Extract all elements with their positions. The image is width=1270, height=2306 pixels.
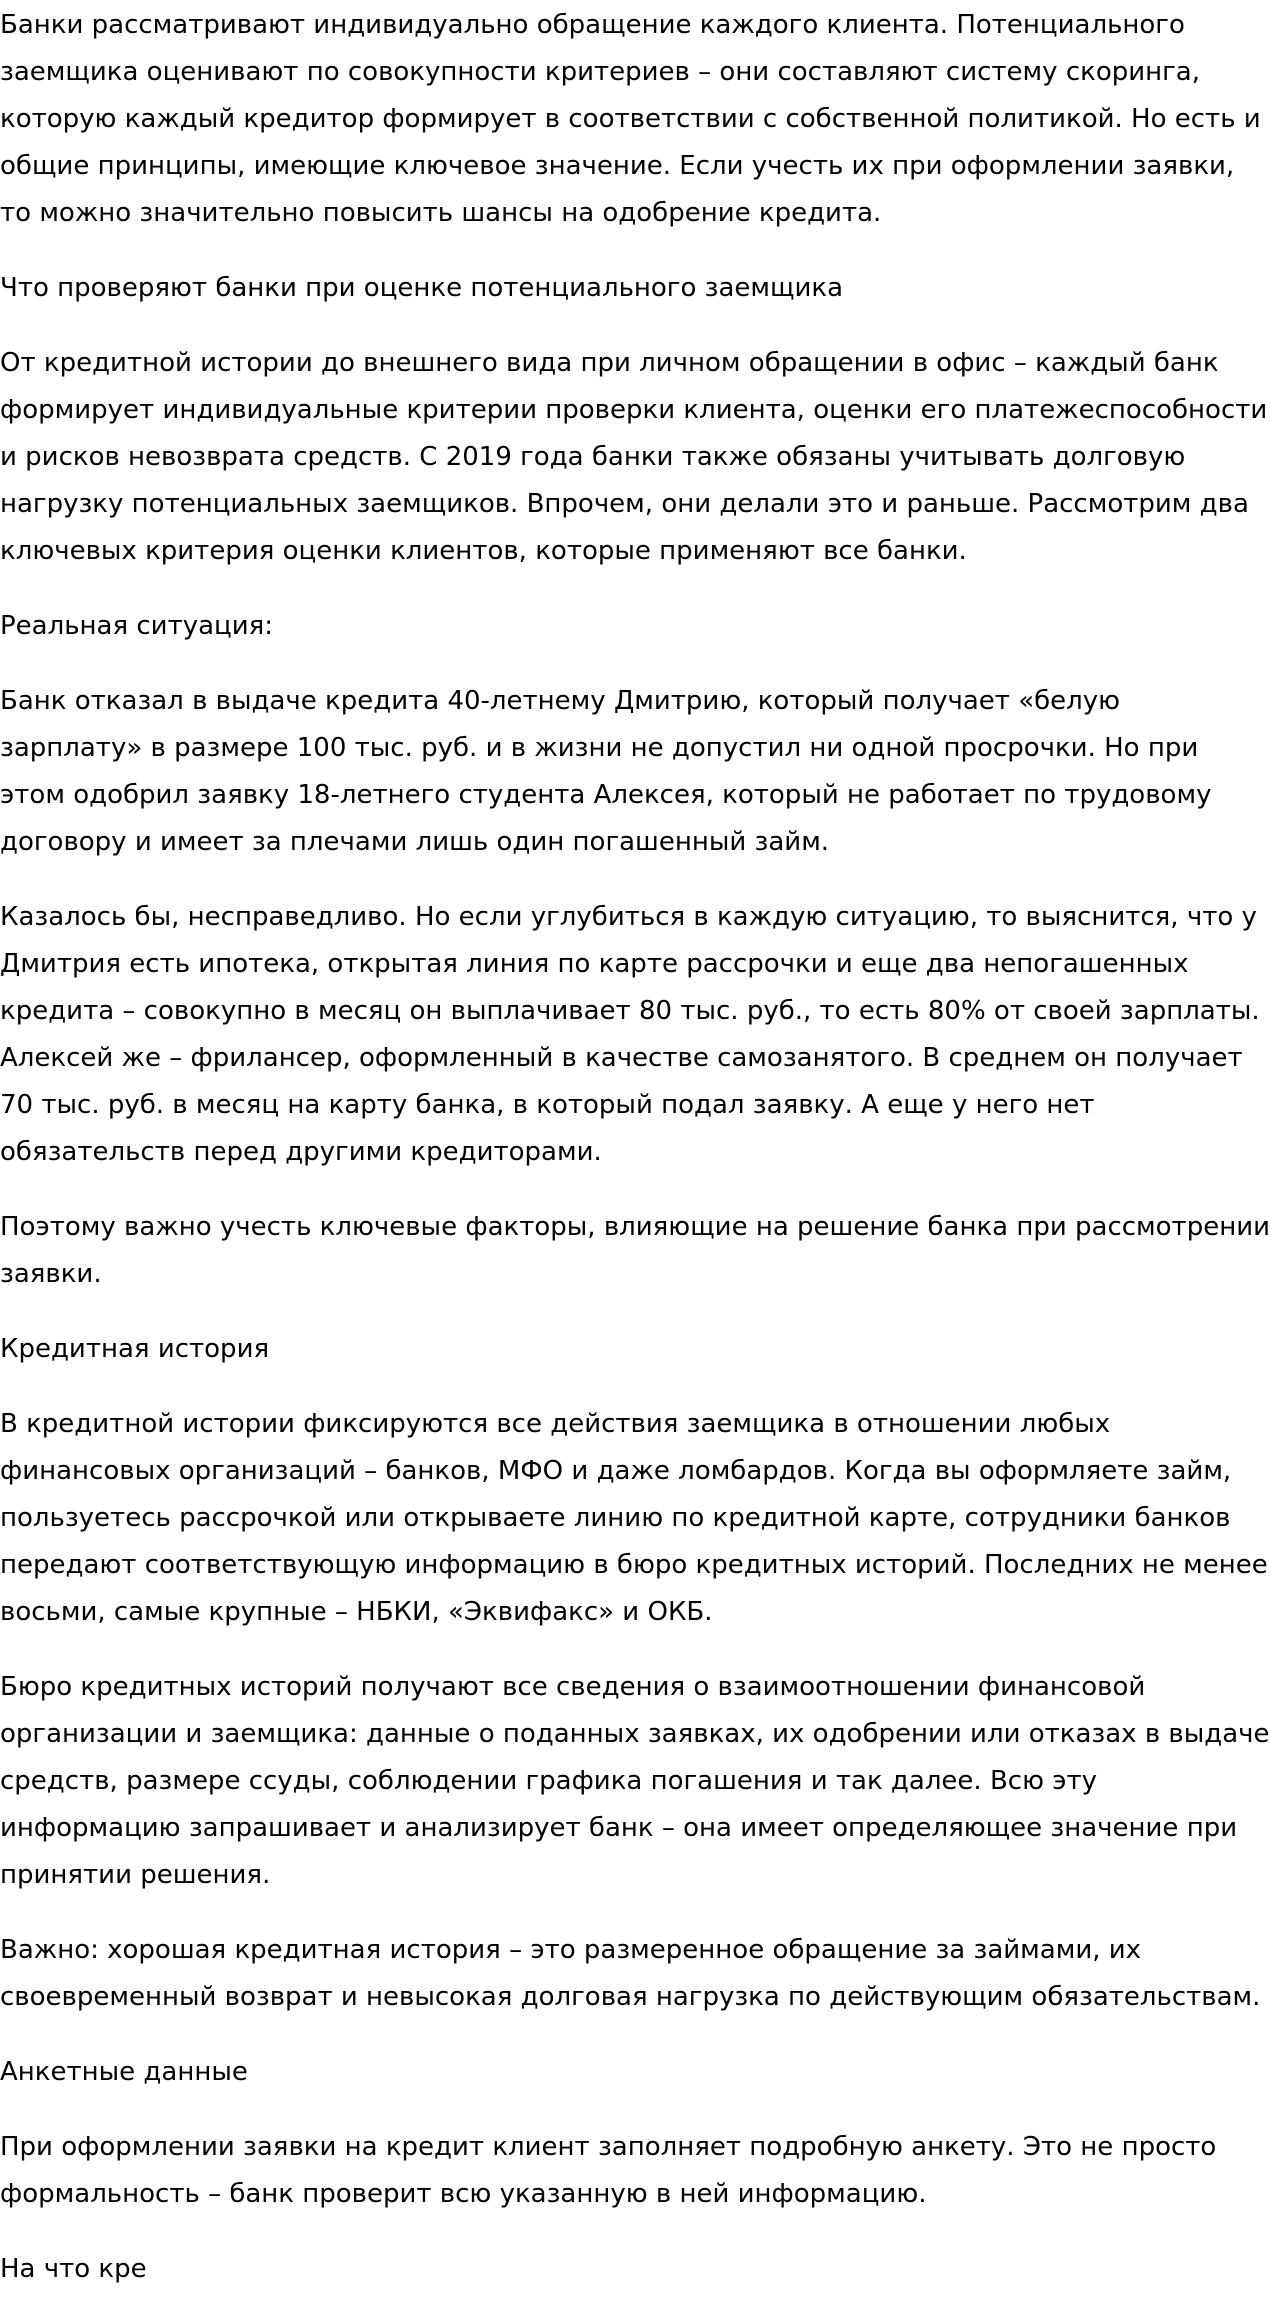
paragraph: В кредитной истории фиксируются все действия заемщика в отношении любых финансовых организаций – банков, МФО и даже ломбардов. Когда вы оформляете займ, пользуетесь рассрочкой или открываете линию по кредитной карте, сотрудники банков передают соответствующую информацию в бюро кредитных историй. Последних не менее восьми, самые крупные – НБКИ, «Эквифакс» и ОКБ. (0, 1409, 1268, 1627)
paragraph: От кредитной истории до внешнего вида при личном обращении в офис – каждый банк формирует индивидуальные критерии проверки клиента, оценки его платежеспособности и рисков невозврата средств. С 2019 года банки также обязаны учитывать долговую нагрузку потенциальных заемщиков. Впрочем, они делали это и раньше. Рассмотрим два ключевых критерия оценки клиентов, которые применяют все банки. (0, 348, 1268, 566)
section-heading: Что проверяют банки при оценке потенциального заемщика (0, 273, 844, 303)
paragraph: Казалось бы, несправедливо. Но если углубиться в каждую ситуацию, то выяснится, что у Дмитрия есть ипотека, открытая линия по карте рассрочки и еще два непогашенных кредита – совокупно в месяц он выплачивает 80 тыс. руб., то есть 80% от своей зарплаты. Алексей же – фрилансер, оформленный в качестве самозанятого. В среднем он получает 70 тыс. руб. в месяц на карту банка, в который подал заявку. А еще у него нет обязательств перед другими кредиторами. (0, 902, 1260, 1167)
paragraph: Бюро кредитных историй получают все сведения о взаимоотношении финансовой организации и заемщика: данные о поданных заявках, их одобрении или отказах в выдаче средств, размере ссуды, соблюдении графика погашения и так далее. Всю эту информацию запрашивает и анализирует банк – она имеет определяющее значение при принятии решения. (0, 1672, 1270, 1890)
paragraph: Важно: хорошая кредитная история – это размеренное обращение за займами, их своевременный возврат и невысокая долговая нагрузка по действующим обязательствам. (0, 1935, 1261, 2012)
paragraph: Банк отказал в выдаче кредита 40-летнему Дмитрию, который получает «белую зарплату» в размере 100 тыс. руб. и в жизни не допустил ни одной просрочки. Но при этом одобрил заявку 18-летнего студента Алексея, который не работает по трудовому договору и имеет за плечами лишь один погашенный займ. (0, 686, 1212, 857)
paragraph-truncated: На что кре (0, 2254, 147, 2284)
paragraph: При оформлении заявки на кредит клиент заполняет подробную анкету. Это не просто формальность – банк проверит всю указанную в ней информацию. (0, 2132, 1217, 2209)
paragraph: Банки рассматривают индивидуально обращение каждого клиента. Потенциального заемщика оценивают по совокупности критериев – они составляют систему скоринга, которую каждый кредитор формирует в соответствии с собственной политикой. Но есть и общие принципы, имеющие ключевое значение. Если учесть их при оформлении заявки, то можно значительно повысить шансы на одобрение кредита. (0, 10, 1261, 228)
section-heading: Анкетные данные (0, 2057, 248, 2087)
paragraph: Поэтому важно учесть ключевые факторы, влияющие на решение банка при рассмотрении заявки. (0, 1212, 1270, 1289)
paragraph: Реальная ситуация: (0, 611, 274, 641)
section-heading: Кредитная история (0, 1334, 270, 1364)
